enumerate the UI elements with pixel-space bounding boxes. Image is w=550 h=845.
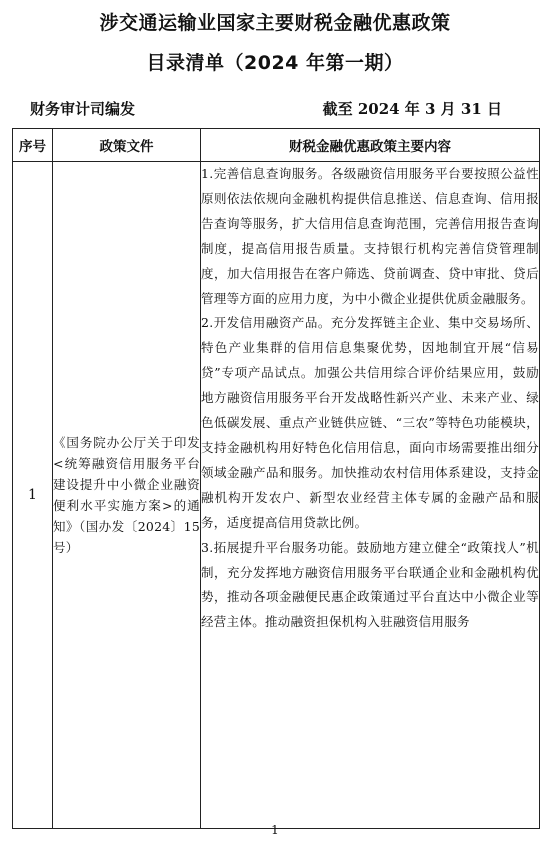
table-header-row xyxy=(13,129,540,162)
row-seq: 1 xyxy=(13,162,53,829)
document-title-line-2: 目录清单（2024 年第一期） xyxy=(146,52,404,74)
table-row xyxy=(13,162,540,829)
row-policy-file: 《国务院办公厅关于印发<统筹融资信用服务平台建设提升中小微企业融资便利水平实施方案>的通知》（国办发〔2024〕15 号） xyxy=(53,162,201,829)
header-policy: 政策文件 xyxy=(53,129,201,162)
row-policy-content xyxy=(201,162,540,829)
content-paragraph-3: 3.拓展提升平台服务功能。鼓励地方建立健全“政策找人”机制，充分发挥地方融资信用服务平台联通企业和金融机构优势，推动各项金融便民惠企政策通过平台直达中小微企业等经营主体。推动融资担保机构入驻融资信用服务 xyxy=(201,539,539,630)
cutoff-date: 截至 2024 年 3 月 31 日 xyxy=(322,100,502,118)
content-paragraph-2: 2.开发信用融资产品。充分发挥链主企业、集中交易场所、特色产业集群的信用信息集聚优势，因地制宜开展“信易贷”专项产品试点。加强公共信用综合评价结果应用，鼓励地方融资信用服务平台开发战略性新兴产业、未来产业、绿色低碳发展、重点产业链供应链、“三农”等特色功能模块，支持金融机构用好特色化信用信息，面向市场需要推出细分领域金融产品和服务。加快推动农村信用体系建设，支持金融机构开发农户、新型农业经营主体专属的金融产品和服务，适度提高信用贷款比例。 xyxy=(201,315,539,530)
policy-table xyxy=(12,128,540,829)
page-number: 1 xyxy=(271,823,279,837)
header-content: 财税金融优惠政策主要内容 xyxy=(201,129,540,162)
issuer-label: 财务审计司编发 xyxy=(30,100,136,118)
document-title-line-1: 涉交通运输业国家主要财税金融优惠政策 xyxy=(99,12,451,34)
content-paragraph-1: 1.完善信息查询服务。各级融资信用服务平台要按照公益性原则依法依规向金融机构提供信息推送、信息查询、信用报告查询等服务，扩大信用信息查询范围，完善信用报告查询制度，提高信用报告质量。支持银行机构完善信贷管理制度，加大信用报告在客户筛选、贷前调查、贷中审批、贷后管理等方面的应用力度，为中小微企业提供优质金融服务。 xyxy=(201,166,539,306)
header-seq: 序号 xyxy=(13,129,53,162)
